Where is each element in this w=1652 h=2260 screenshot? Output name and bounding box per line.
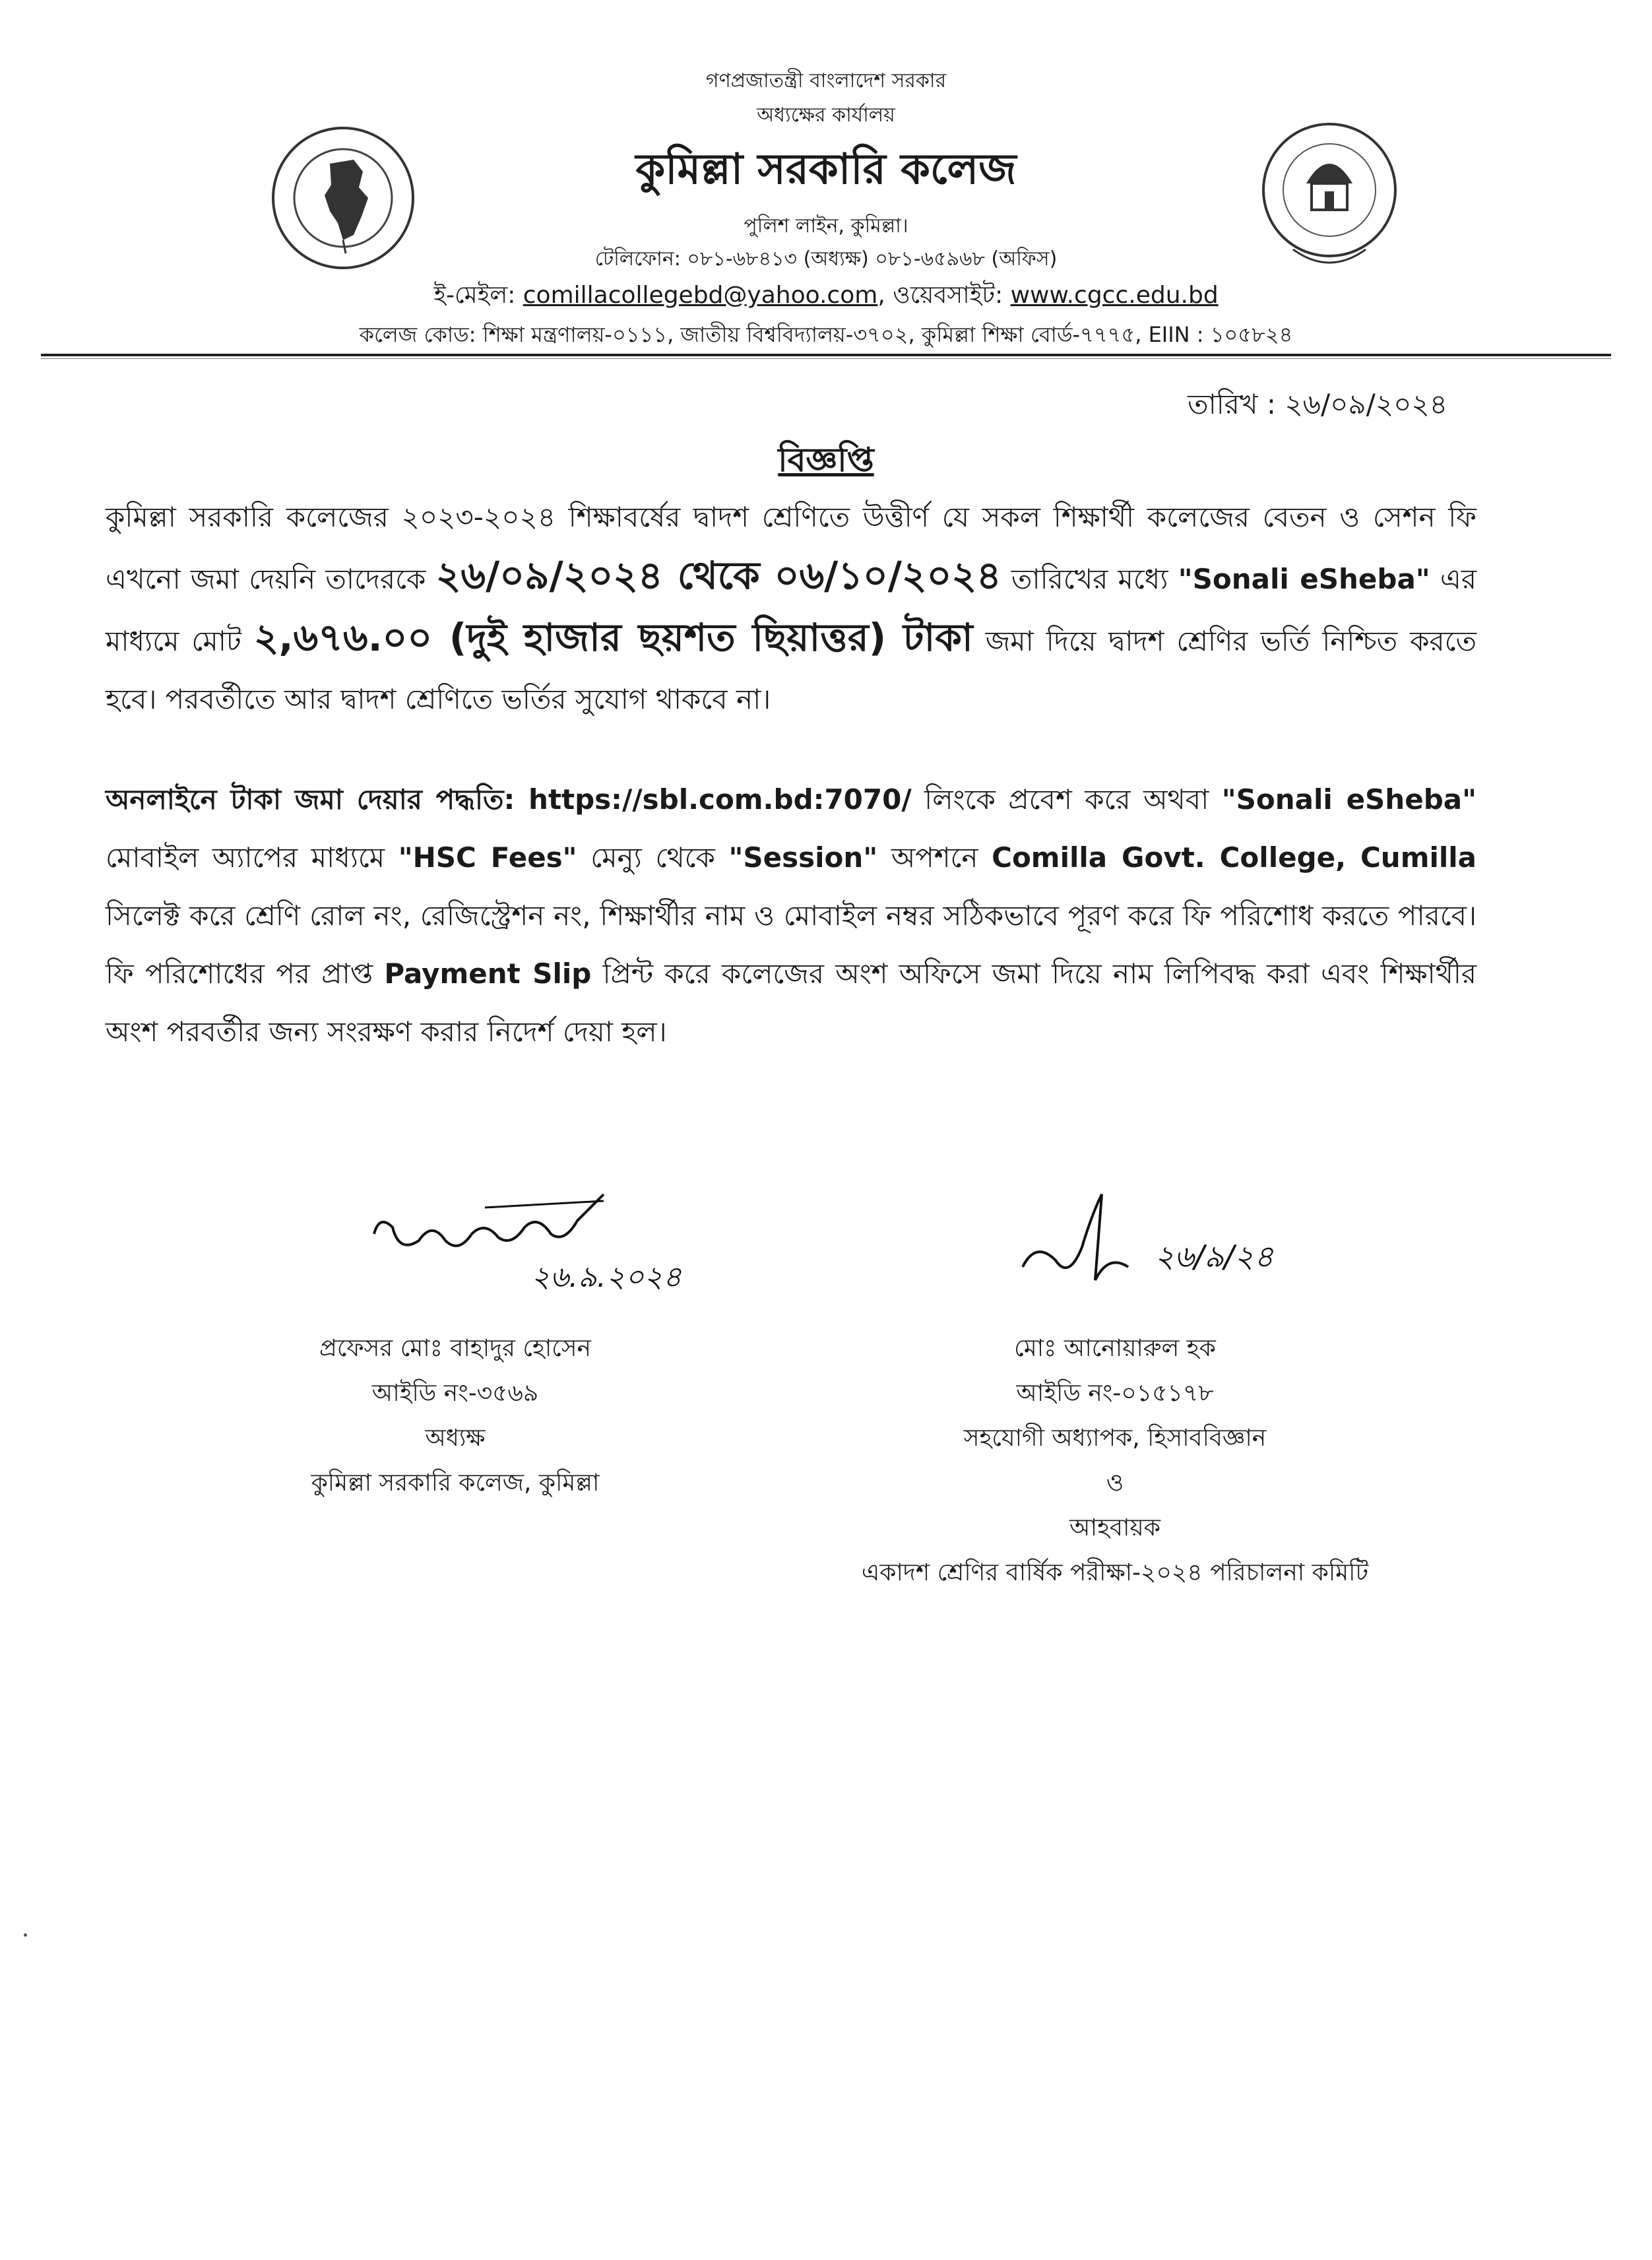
principal-signature [366, 1181, 709, 1307]
convener-designation: সহযোগী অধ্যাপক, হিসাববিজ্ঞান [963, 1425, 1267, 1452]
principal-id: আইডি নং-৩৫৬৯ [371, 1380, 539, 1407]
notice-paragraph-1: কুমিল্লা সরকারি কলেজের ২০২৩-২০২৪ শিক্ষাবর্ষের দ্বাদশ শ্রেণিতে উত্তীর্ণ যে সকল শিক্ষার্থী কলেজের বেতন ও সেশন ফি এখনো জমা দেয়নি তাদেরকে ২৬/০৯/২০২৪ থেকে ০৬/১০/২০২৪ তারিখের মধ্যে "Sonali eSheba" এর মাধ্যমে মোট ২,৬৭৬.০০ (দুই হাজার ছয়শত ছিয়াত্তর) টাকা জমা দিয়ে দ্বাদশ শ্রেণির ভর্তি নিশ্চিত করতে হবে। পরবর্তীতে আর দ্বাদশ শ্রেণিতে ভর্তির সুযোগ থাকবে না। [106, 501, 1477, 715]
service-name: "Sonali eSheba" [1221, 783, 1477, 816]
college-codes: কলেজ কোড: শিক্ষা মন্ত্রণালয়-০১১১, জাতীয় বিশ্ববিদ্যালয়-৩৭০২, কুমিল্লা শিক্ষা বোর্ড-৭৭৭৫, EIIN : ১০৫৮২৪ [359, 322, 1293, 347]
website-link[interactable]: www.cgcc.edu.bd [1010, 282, 1219, 309]
college-phone: টেলিফোন: ০৮১-৬৮৪১৩ (অধ্যক্ষ) ০৮১-৬৫৯৬৮ (অফিস) [594, 247, 1058, 271]
header-divider-thin [41, 358, 1611, 359]
website-label: , ওয়েবসাইট: [877, 282, 1011, 309]
convener-signature-date: ২৬/৯/২৪ [1155, 1239, 1274, 1274]
scan-speck [24, 1933, 27, 1937]
convener-name: মোঃ আনোয়ারুল হক [1014, 1335, 1216, 1362]
college-address: পুলিশ লাইন, কুমিল্লা। [744, 214, 908, 238]
notice-title: বিজ্ঞপ্তি [778, 441, 874, 479]
deposit-date-range: ২৬/০৯/২০২৪ থেকে ০৬/১০/২০২৪ [435, 553, 1001, 598]
college-name: কুমিল্লা সরকারি কলেজ [635, 145, 1017, 194]
principal-signature-date: ২৬.৯.২০২৪ [531, 1260, 682, 1294]
office-heading: অধ্যক্ষের কার্যালয় [757, 104, 895, 127]
email-label: ই-মেইল: [433, 282, 523, 309]
convener-committee: একাদশ শ্রেণির বার্ষিক পরীক্ষা-২০২৪ পরিচালনা কমিটি [861, 1559, 1369, 1586]
notice-date: তারিখ : ২৬/০৯/২০২৪ [1188, 388, 1447, 420]
college-english-name: Comilla Govt. College, Cumilla [992, 841, 1477, 874]
notice-paragraph-2: অনলাইনে টাকা জমা দেয়ার পদ্ধতি: https://sbl.com.bd:7070/ লিংকে প্রবেশ করে অথবা "Sonali eSheba" মোবাইল অ্যাপের মাধ্যমে "HSC Fees" মেন্যু থেকে "Session" অপশনে Comilla Govt. College, Cumilla সিলেক্ট করে শ্রেণি রোল নং, রেজিস্ট্রেশন নং, শিক্ষার্থীর নাম ও মোবাইল নম্বর সঠিকভাবে পূরণ করে ফি পরিশোধ করতে পারবে। ফি পরিশোধের পর প্রাপ্ত Payment Slip প্রিন্ট করে কলেজের অংশ অফিসে জমা দিয়ে নাম লিপিবদ্ধ করা এবং শিক্ষার্থীর অংশ পরবর্তীর জন্য সংরক্ষণ করার নিদের্শ দেয়া হল। [106, 783, 1477, 1048]
option-name: "Session" [728, 841, 878, 874]
header-divider [41, 354, 1611, 356]
email-link[interactable]: comillacollegebd@yahoo.com [523, 282, 878, 309]
payment-slip-label: Payment Slip [384, 957, 592, 990]
principal-name: প্রফেসর মোঃ বাহাদুর হোসেন [319, 1335, 592, 1362]
fee-amount: ২,৬৭৬.০০ (দুই হাজার ছয়শত ছিয়াত্তর) টাকা [253, 615, 973, 660]
principal-institution: কুমিল্লা সরকারি কলেজ, কুমিল্লা [311, 1469, 600, 1497]
principal-signature-block [251, 1326, 660, 1506]
convener-conjunction: ও [1106, 1469, 1124, 1497]
convener-signature-block [765, 1326, 1465, 1596]
contact-line [0, 277, 1652, 317]
convener-signature [1009, 1181, 1379, 1313]
principal-designation: অধ্যক্ষ [425, 1425, 486, 1452]
menu-name: "HSC Fees" [398, 841, 577, 874]
service-name: "Sonali eSheba" [1178, 563, 1430, 595]
convener-id: আইডি নং-০১৫১৭৮ [1016, 1380, 1214, 1407]
payment-method-lead: অনলাইনে টাকা জমা দেয়ার পদ্ধতি: https://sbl.com.bd:7070/ [106, 783, 912, 816]
convener-role: আহবায়ক [1069, 1514, 1160, 1541]
government-heading: গণপ্রজাতন্ত্রী বাংলাদেশ সরকার [705, 69, 947, 92]
